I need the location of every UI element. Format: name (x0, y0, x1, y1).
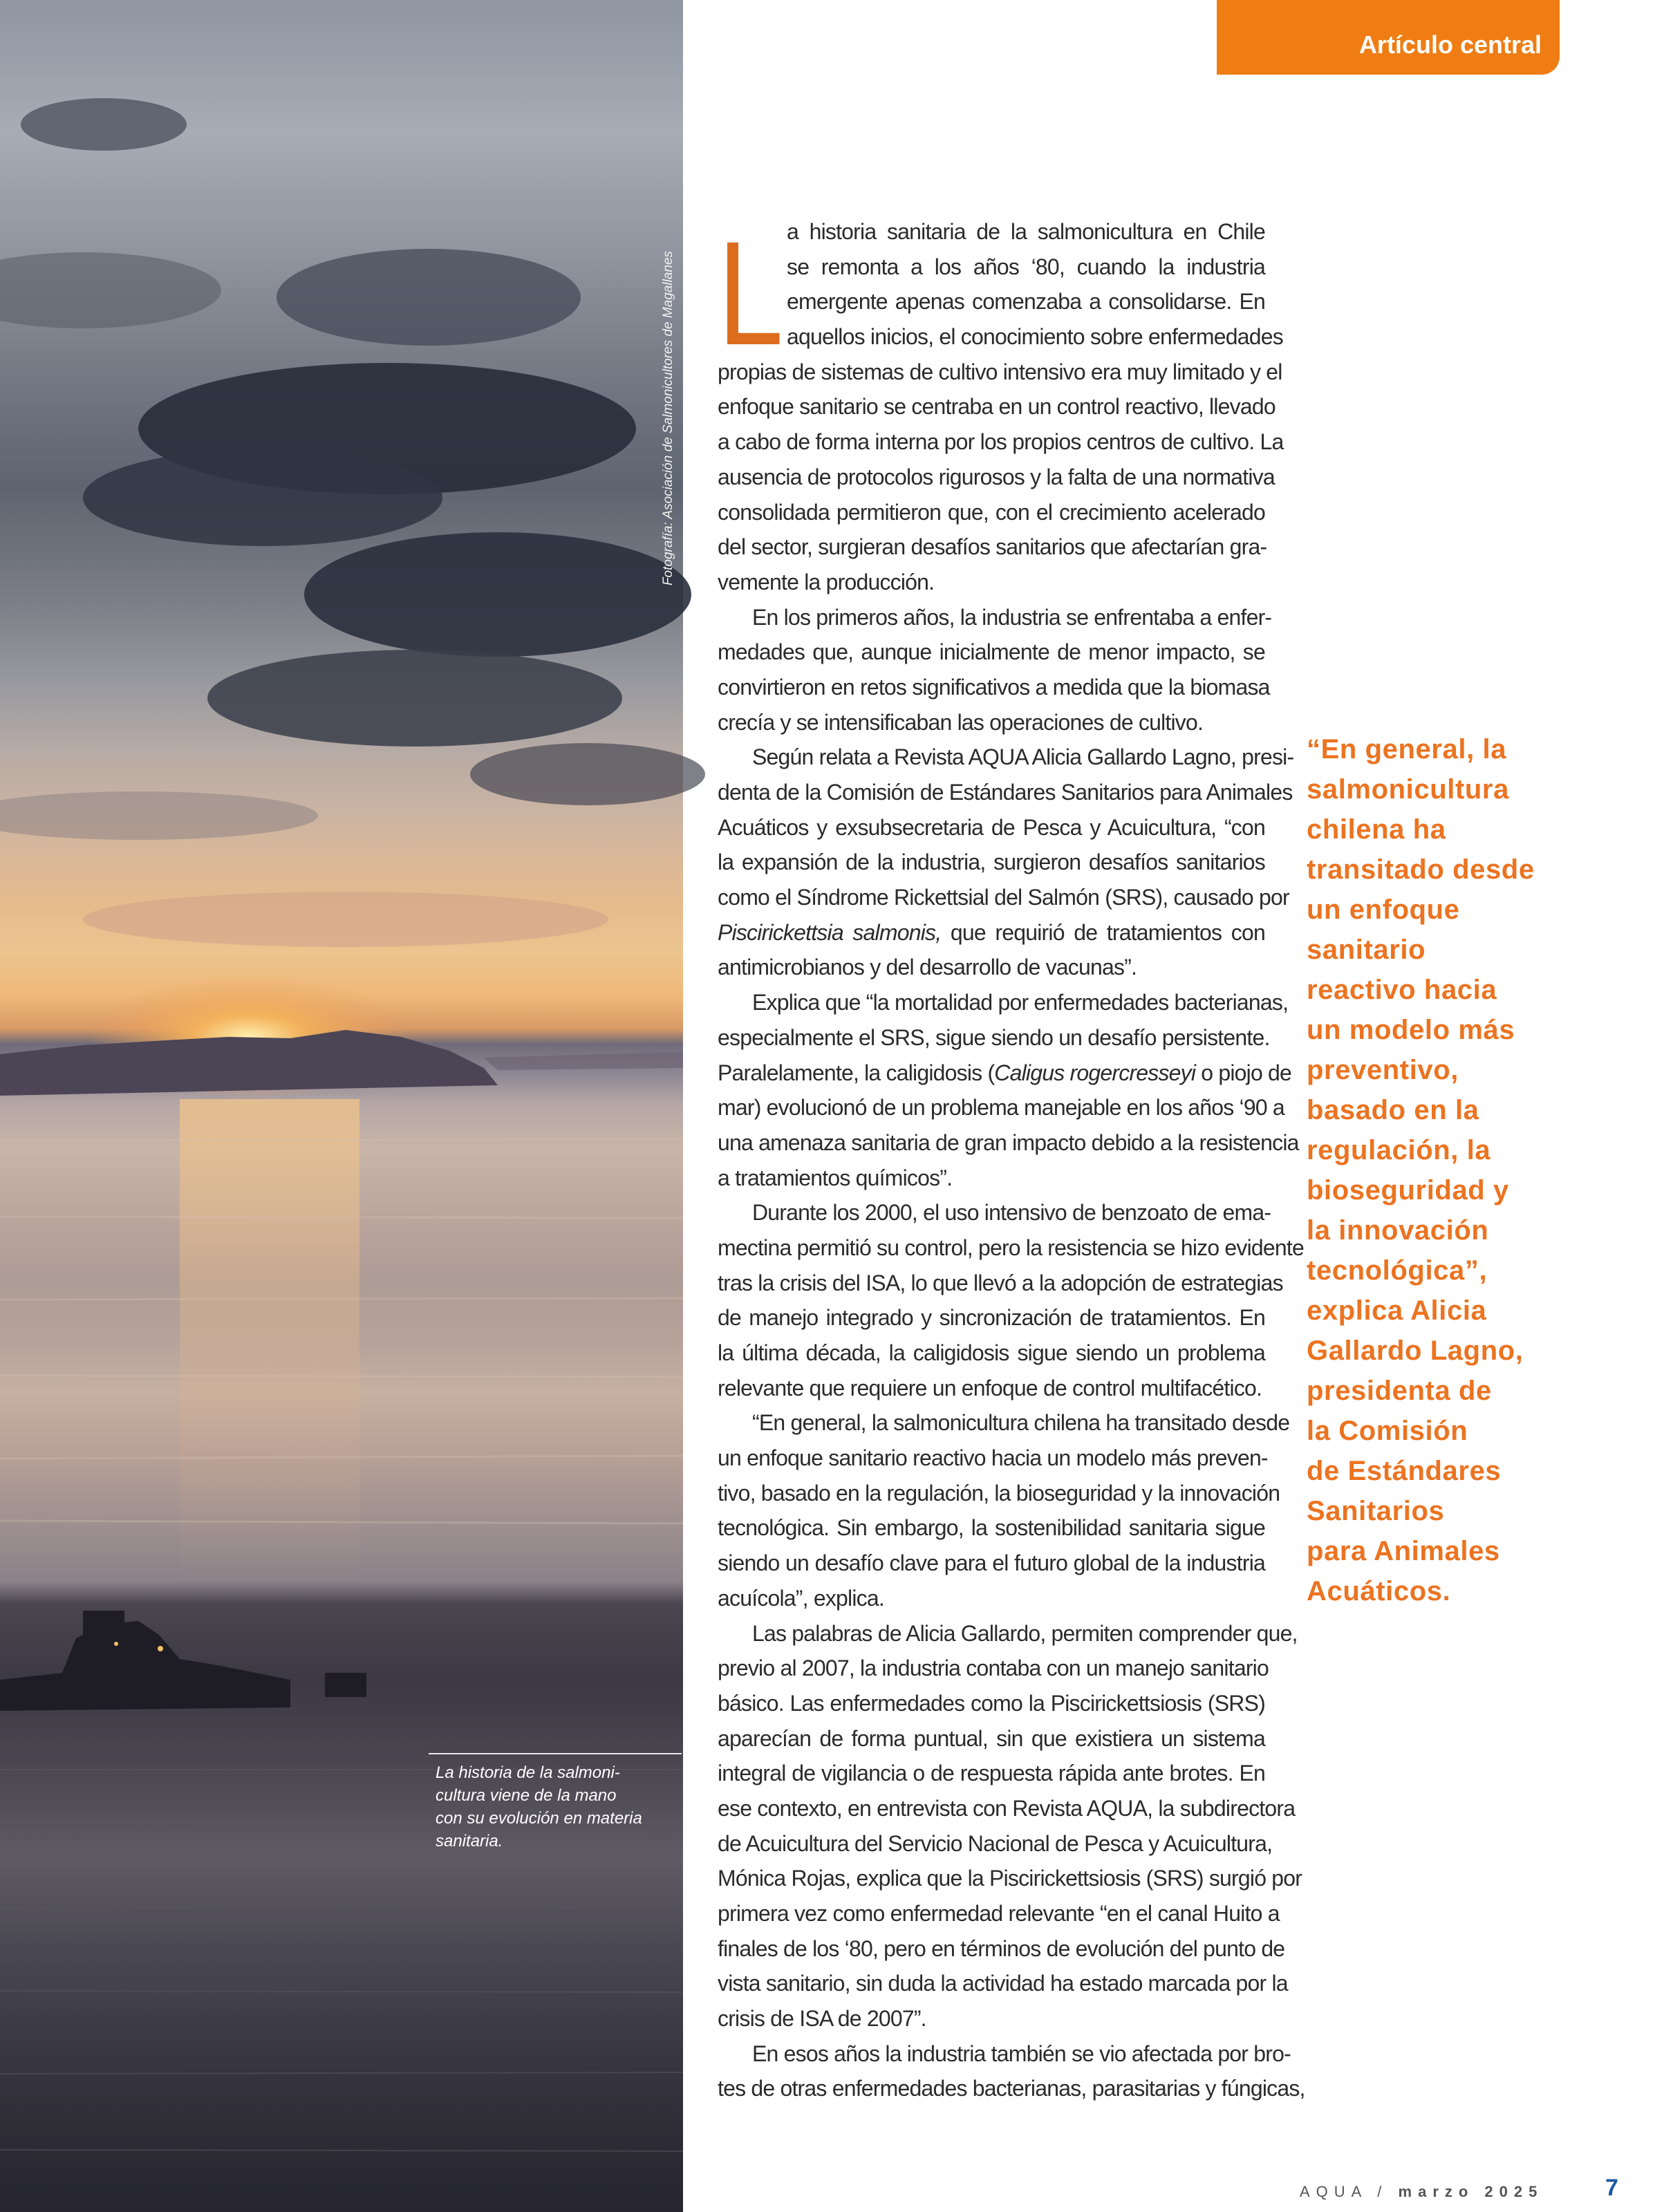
body-line: medades que, aunque inicialmente de menor impacto, se (718, 639, 1265, 665)
pull-quote-line: Acuáticos. (1307, 1576, 1451, 1606)
body-line: vemente la producción. (718, 569, 935, 594)
caption-line: con su evolución en materia (436, 1809, 642, 1828)
body-line: tecnológica. Sin embargo, la sostenibilidad sanitaria sigue (718, 1515, 1265, 1541)
body-line: aparecían de forma puntual, sin que existiera un sistema (718, 1725, 1265, 1751)
body-line: propias de sistemas de cultivo intensivo era muy limitado y el (718, 359, 1282, 384)
section-tab (1217, 0, 1560, 75)
body-line: integral de vigilancia o de respuesta rápida ante brotes. En (718, 1761, 1265, 1786)
article-body (718, 211, 1305, 2106)
pull-quote-line: un modelo más (1307, 1015, 1515, 1045)
magazine-name: AQUA (1300, 2183, 1367, 2200)
body-line: En los primeros años, la industria se enfrentaba a enfer- (752, 604, 1272, 630)
body-line: denta de la Comisión de Estándares Sanitarios para Animales (718, 780, 1293, 805)
body-line: de Acuicultura del Servicio Nacional de Pesca y Acuicultura, (718, 1830, 1273, 1856)
body-line: tras la crisis del ISA, lo que llevó a la adopción de estrategias (718, 1270, 1283, 1295)
pull-quote-line: sanitario (1307, 935, 1426, 965)
caption-line: La historia de la salmoni- (436, 1763, 620, 1782)
pull-quote (1307, 729, 1638, 1611)
pull-quote-line: de Estándares (1307, 1456, 1502, 1486)
body-line: la última década, la caligidosis sigue siendo un problema (718, 1340, 1265, 1365)
body-line: vista sanitario, sin duda la actividad ha estado marcada por la (718, 1971, 1288, 1996)
body-line: a historia sanitaria de la salmonicultura en Chile (787, 219, 1265, 244)
body-line: ese contexto, en entrevista con Revista AQUA, la subdirectora (718, 1795, 1296, 1821)
body-line: convirtieron en retos significativos a medida que la biomasa (718, 674, 1270, 700)
body-line: mar) evolucionó de un problema manejable en los años ‘90 a (718, 1095, 1284, 1121)
page-folio (1300, 2183, 1543, 2201)
body-line: emergente apenas comenzaba a consolidarse. En (787, 289, 1265, 315)
pull-quote-line: regulación, la (1307, 1135, 1491, 1165)
pull-quote-line: reactivo hacia (1307, 975, 1497, 1005)
body-line: Durante los 2000, el uso intensivo de benzoato de ema- (752, 1200, 1271, 1226)
body-line: de manejo integrado y sincronización de tratamientos. En (718, 1305, 1265, 1331)
caption-divider (429, 1753, 682, 1754)
pull-quote-line: preventivo, (1307, 1055, 1459, 1085)
body-line: como el Síndrome Rickettsial del Salmón (SRS), causado por (718, 885, 1289, 910)
body-line: crecía y se intensificaban las operaciones de cultivo. (718, 709, 1204, 735)
pull-quote-line: “En general, la (1307, 734, 1507, 765)
body-line: a tratamientos químicos”. (718, 1165, 953, 1190)
pull-quote-line: presidenta de (1307, 1376, 1492, 1406)
body-line: siendo un desafío clave para el futuro global de la industria (718, 1550, 1265, 1576)
photo-caption (436, 1761, 664, 1853)
body-line: tes de otras enfermedades bacterianas, parasitarias y fúngicas, (718, 2076, 1305, 2101)
body-line: Paralelamente, la caligidosis (Caligus rogercresseyi o piojo de (718, 1060, 1292, 1085)
caption-line: sanitaria. (436, 1832, 503, 1850)
cover-photo (0, 0, 683, 2212)
pull-quote-line: la Comisión (1307, 1416, 1468, 1446)
body-line: antimicrobianos y del desarrollo de vacunas”. (718, 955, 1137, 980)
body-line: enfoque sanitario se centraba en un control reactivo, llevado (718, 394, 1275, 420)
section-label: Artículo central (1358, 30, 1542, 59)
body-line: relevante que requiere un enfoque de control multifacético. (718, 1375, 1262, 1400)
pull-quote-line: bioseguridad y (1307, 1175, 1509, 1206)
body-line: previo al 2007, la industria contaba con un manejo sanitario (718, 1656, 1269, 1681)
pull-quote-line: basado en la (1307, 1095, 1479, 1125)
body-line: ausencia de protocolos rigurosos y la falta de una normativa (718, 464, 1275, 489)
photo-credit: Fotografía: Asociación de Salmonicultores de Magallanes (661, 250, 675, 586)
body-line: crisis de ISA de 2007”. (718, 2006, 926, 2032)
pull-quote-line: un enfoque (1307, 894, 1460, 925)
body-line: una amenaza sanitaria de gran impacto debido a la resistencia (718, 1130, 1299, 1155)
pull-quote-line: tecnológica”, (1307, 1255, 1488, 1286)
body-line: mectina permitió su control, pero la resistencia se hizo evidente (718, 1235, 1305, 1260)
body-line: del sector, surgieran desafíos sanitarios que afectarían gra- (718, 534, 1267, 560)
pull-quote-line: Gallardo Lagno, (1307, 1335, 1524, 1366)
pull-quote-line: para Animales (1307, 1536, 1500, 1566)
body-line: básico. Las enfermedades como la Piscirickettsiosis (SRS) (718, 1690, 1265, 1716)
pull-quote-line: explica Alicia (1307, 1295, 1487, 1326)
body-line: consolidada permitieron que, con el crecimiento acelerado (718, 499, 1265, 525)
body-line: acuícola”, explica. (718, 1585, 884, 1611)
species-name: Caligus rogercresseyi (994, 1060, 1196, 1085)
species-name: Piscirickettsia salmonis, (718, 919, 942, 945)
body-line: especialmente el SRS, sigue siendo un desafío persistente. (718, 1024, 1270, 1050)
pull-quote-line: la innovación (1307, 1215, 1489, 1246)
body-line: Explica que “la mortalidad por enfermedades bacterianas, (752, 990, 1289, 1015)
drop-cap: L (718, 211, 784, 376)
body-line: primera vez como enfermedad relevante “en el canal Huito a (718, 1901, 1280, 1926)
body-line: Según relata a Revista AQUA Alicia Gallardo Lagno, presi- (752, 744, 1294, 770)
body-line: se remonta a los años ‘80, cuando la industria (787, 254, 1265, 279)
pull-quote-line: transitado desde (1307, 854, 1535, 885)
sunset-landscape-image (0, 0, 683, 2212)
pull-quote-line: chilena ha (1307, 814, 1446, 845)
page-number: 7 (1605, 2175, 1618, 2201)
body-line: “En general, la salmonicultura chilena ha transitado desde (752, 1410, 1290, 1436)
body-line: Piscirickettsia salmonis, que requirió de tratamientos con (718, 919, 1265, 945)
body-line: a cabo de forma interna por los propios centros de cultivo. La (718, 429, 1284, 455)
pull-quote-line: salmonicultura (1307, 774, 1509, 805)
body-line: En esos años la industria también se vio afectada por bro- (752, 2041, 1291, 2066)
body-line: aquellos inicios, el conocimiento sobre enfermedades (787, 324, 1283, 350)
pull-quote-line: Sanitarios (1307, 1496, 1445, 1526)
caption-line: cultura viene de la mano (436, 1786, 617, 1805)
issue-date: marzo 2025 (1398, 2183, 1544, 2200)
body-line: Mónica Rojas, explica que la Piscirickettsiosis (SRS) surgió por (718, 1866, 1302, 1891)
body-line: un enfoque sanitario reactivo hacia un modelo más preven- (718, 1445, 1268, 1471)
folio-separator: / (1377, 2183, 1388, 2200)
body-line: tivo, basado en la regulación, la bioseguridad y la innovación (718, 1480, 1280, 1506)
body-line: Las palabras de Alicia Gallardo, permiten comprender que, (752, 1620, 1298, 1646)
body-line: la expansión de la industria, surgieron desafíos sanitarios (718, 850, 1265, 875)
body-line: Acuáticos y exsubsecretaria de Pesca y Acuicultura, “con (718, 814, 1265, 840)
body-line: finales de los ‘80, pero en términos de evolución del punto de (718, 1936, 1285, 1961)
